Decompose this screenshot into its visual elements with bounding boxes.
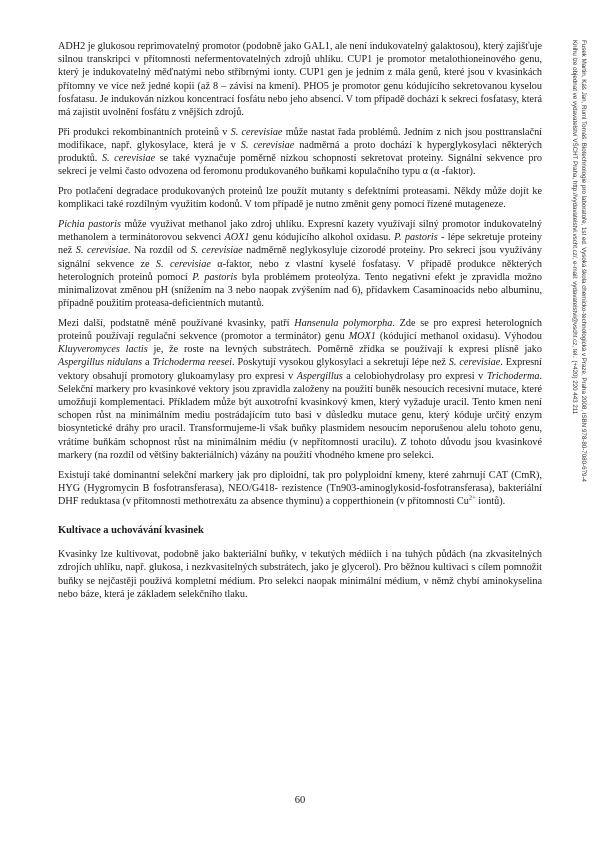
italic-text: S. cerevisiae	[190, 245, 243, 257]
text-run: α-faktor, nebo z vlastní kyselé fosfatasy. V případě produkce některých heterologních proteinů pomocí	[58, 258, 542, 283]
paragraph	[58, 218, 542, 310]
italic-text: S. cerevisiae	[101, 153, 156, 165]
side-note-line: Fusek Martin, Káš Jan, Ruml Tomáš: Biotechnologie pro laboratoře, 1st ed. Vysoká škola chemicko-technologická v Praze, Praha 2008, ISBN 978-80-7080-679-4	[580, 40, 587, 482]
text-run: - lépe sekretuje proteiny než	[58, 232, 542, 257]
side-note-line: Knihu lze objednat ve vydavatelství VŠCHT Praha, http://vydavatelstvi.vscht.cz/, e-mail: vydavatelstvi@vscht.cz, tel.: (+420) 220 443 211	[571, 40, 578, 415]
text-run: . Expresní vektory obsahují promotory glukoamylasy pro expresi v	[58, 357, 542, 382]
page-number: 60	[294, 795, 306, 806]
text-run: byla problémem proteolýza. Tento negativní efekt je zpravidla možno minimalizovat změnou pH (snížením na 3 nebo naopak zvýšením nad 6), přídavkem Casaminoacids nebo albuminu, případně použitím proteasa-deficientních mutantů.	[58, 271, 542, 310]
text-run: může využívat methanol jako zdroj uhlíku. Expresní kazety využívají silný promotor indukovatelný methanolem a terminátorovou sekvenci	[58, 218, 542, 244]
text-run: Mezi další, podstatně méně používané kvasinky, patří	[58, 317, 295, 329]
text-run: nadměrná a proto dochází k hyperglykosylaci některých produktů.	[58, 139, 542, 165]
paragraph	[58, 40, 542, 119]
italic-text: Trichoderma reesei	[152, 357, 233, 369]
text-run: a	[142, 357, 153, 369]
italic-text: P. pastoris	[394, 232, 438, 244]
text-run: genu kódujícího alkohol oxidasu.	[249, 232, 395, 244]
page-body	[58, 40, 542, 601]
text-run: a celobiohydrolasy pro expresi v	[342, 370, 487, 382]
text-run: (kódující methanol oxidasu). Výhodou	[375, 331, 542, 343]
italic-text: S. cerevisiae	[230, 126, 283, 138]
text-run: Existují také dominantní selekční markery jak pro diploidní, tak pro polyploidní kmeny, které zahrnují CAT (CmR), HYG (Hygromycin B fosfotransferasa), NEO/G418- rezistence (Tn903-aminoglykosid-fosfotransferasa), bakteriální DHF reduktasa (v přítomnosti methotrexátu za absence thyminu) a copperthionein (v přítomnosti Cu	[58, 469, 542, 507]
italic-text: Pichia pastoris	[58, 218, 121, 230]
italic-text: S. cerevisiae	[75, 245, 128, 257]
italic-text: Aspergillus nidulans	[58, 357, 143, 369]
italic-text: Kluyveromyces lactis	[58, 344, 148, 356]
text-run: nadměrně neglykosyluje cizorodé proteiny. Pro sekreci jsou využívány signální sekvence ze	[58, 245, 542, 270]
text-run: je, že roste na levných substrátech. Poměrně zřídka se používají k expresi plísně jako	[147, 344, 542, 356]
text-run: . Selekční markery pro kvasinkové vektory jsou zpravidla založeny na použití buněk nesoucích recesivní mutace, které umožňují komplementaci. Příkladem může být auxotrofní kvasinkový kmen, který vyžaduje uracil. Tento kmen není schopen růst na minimálním mediu postrádajícím tuto basi v důsledku mutace genu, který kóduje určitý enzym biosyntetické dráhy pro uracil. Transformujeme-li však buňky plasmidem nesoucím neporušenou alelu tohoto genu, vrátíme buňkám schopnost růst na minimálním médiu (v nepřítomnosti uracilu). Z tohoto důvodu jsou kvasinkové markery (na rozdíl od většiny bakteriálních) vázány na použití vhodného kmene pro selekci.	[58, 370, 542, 461]
text-run: může nastat řada problémů. Jedním z nich jsou posttranslační modifikace, např. glykosylace, která je v	[58, 126, 542, 151]
italic-text: Hansenula polymorpha	[294, 317, 393, 329]
side-note	[565, 40, 588, 580]
text-run: iontů).	[475, 496, 506, 507]
italic-text: AOX1	[224, 232, 250, 244]
italic-text: Trichoderma	[486, 370, 540, 382]
paragraph	[58, 317, 542, 462]
italic-text: Aspergillus	[296, 370, 343, 382]
text-run: . Na rozdíl od	[127, 245, 191, 257]
text-run: ADH2 je glukosou reprimovatelný promotor (podobně jako GAL1, ale není indukovatelný galaktosou), který zajišťuje silnou transkripci v přítomnosti nefermentovatelných zdrojů uhlíku. CUP1 je promotor metalothioneinového genu, který je indukovatelný měďnatými nebo stříbrnými ionty. CUP1 gen je jedním z mála genů, které jsou v kvasinkách přítomny ve více než jedné kopii (až 8 – závisí na kmeni). PHO5 je promotor genu kódujícího sekretovanou kyselou fosfatasu. Je indukován nízkou koncentrací fosfátu nebo jeho absencí. V tom případě dochází k sekreci fosfatasy, která má zajistit uvolnění fosfátu z vnějších zdrojů.	[58, 41, 542, 119]
italic-text: S. cerevisiae	[240, 139, 295, 151]
italic-text: S. cerevisiae	[448, 357, 501, 369]
paragraph	[58, 469, 542, 509]
section-paragraph: Kvasinky lze kultivovat, podobně jako bakteriální buňky, v tekutých médiích i na tuhých půdách (na zkvasitelných zdrojích uhlíku, např. glukosa, i nezkvasitelných substrátech, jako je glycerol). Pro běžnou kultivaci s cílem pomnožit buňky se nejčastěji používá kompletní médium. Pro selekci naopak minimální médium, v němž chybí aminokyselina nebo báze, která je základem selekčního tlaku.	[58, 549, 542, 600]
paragraph	[58, 185, 542, 211]
section-heading: Kultivace a uchovávání kvasinek	[58, 525, 204, 537]
text-run: . Poskytují vysokou glykosylaci a sekretují lépe než	[232, 357, 449, 369]
text-run: . Zde se pro expresi heterologních proteinů používají regulační sekvence (promotor a terminátor) genu	[58, 317, 542, 343]
paragraph-group	[58, 40, 542, 508]
superscript-text: 2+	[468, 494, 476, 502]
text-run: se také vyznačuje poměrně nízkou schopností sekretovat proteiny. Signální sekvence pro sekreci je velmi často odvozena od feromonu produkovaného buňkami kopulačního typu α (α -faktor).	[58, 153, 542, 178]
text-run: Pro potlačení degradace produkovaných proteinů lze použít mutanty s defektními proteasami. Někdy může dojít ke komplikaci také rozdílným využitím kodonů. V tom případě je nutno změnit geny pomocí řízené mutageneze.	[58, 186, 542, 211]
text-run: Při produkci rekombinantních proteinů v	[58, 126, 231, 138]
italic-text: S. cerevisiae	[155, 258, 211, 270]
italic-text: MOX1	[348, 331, 376, 343]
italic-text: P. pastoris	[192, 271, 238, 283]
paragraph	[58, 126, 542, 179]
